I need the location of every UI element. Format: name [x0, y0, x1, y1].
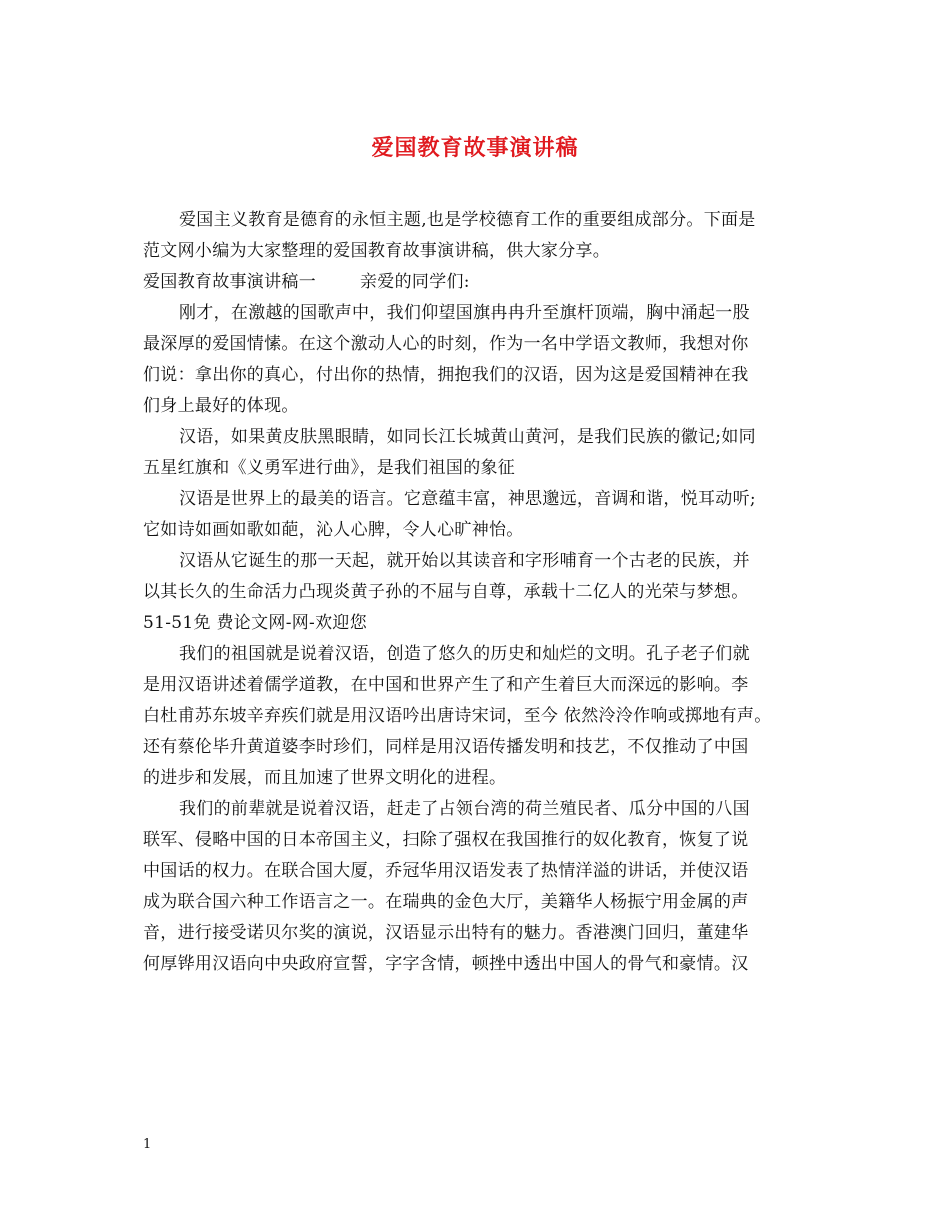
paragraph-line: 爱国主义教育是德育的永恒主题,也是学校德育工作的重要组成部分。下面是	[179, 210, 756, 230]
paragraph-line: 音，进行接受诺贝尔奖的演说，汉语显示出特有的魅力。香港澳门回归，董建华	[143, 923, 749, 943]
paragraph-line: 联军、侵略中国的日本帝国主义，扫除了强权在我国推行的奴化教育，恢复了说	[143, 830, 749, 850]
paragraph-line: 范文网小编为大家整理的爱国教育故事演讲稿，供大家分享。	[143, 241, 611, 261]
document-title: 爱国教育故事演讲稿	[371, 135, 579, 161]
paragraph-line: 最深厚的爱国情愫。在这个激动人心的时刻，作为一名中学语文教师，我想对你	[143, 334, 749, 354]
page-number: 1	[143, 1137, 152, 1152]
document-body	[143, 205, 823, 980]
paragraph-line: 以其长久的生命活力凸现炎黄子孙的不屈与自尊，承载十二亿人的光荣与梦想。	[143, 582, 749, 602]
paragraph-line: 是用汉语讲述着儒学道教，在中国和世界产生了和产生着巨大而深远的影响。李	[143, 675, 749, 695]
paragraph-line: 何厚铧用汉语向中央政府宣誓，字字含情，顿挫中透出中国人的骨气和豪情。汉	[143, 954, 749, 974]
salutation: 亲爱的同学们:	[360, 272, 470, 292]
paragraph-line: 们说：拿出你的真心，付出你的热情，拥抱我们的汉语，因为这是爱国精神在我	[143, 365, 749, 385]
speech-heading-line	[143, 267, 823, 298]
paragraph-line: 刚才，在激越的国歌声中，我们仰望国旗冉冉升至旗杆顶端，胸中涌起一股	[179, 303, 750, 323]
paragraph-line: 还有蔡伦毕升黄道婆李时珍们，同样是用汉语传播发明和技艺，不仅推动了中国	[143, 737, 749, 757]
paragraph-line: 五星红旗和《义勇军进行曲》，是我们祖国的象征	[143, 458, 516, 478]
paragraph-line: 汉语是世界上的最美的语言。它意蕴丰富，神思邈远，音调和谐，悦耳动听;	[179, 489, 756, 509]
paragraph-line: 它如诗如画如歌如葩，沁人心脾，令人心旷神怡。	[143, 520, 524, 540]
paragraph-line: 白杜甫苏东坡辛弃疾们就是用汉语吟出唐诗宋词，至今 依然泠泠作响或掷地有声。	[143, 706, 772, 726]
paragraph-line: 汉语，如果黄皮肤黑眼睛，如同长江长城黄山黄河，是我们民族的徽记;如同	[179, 427, 756, 447]
speech-heading: 爱国教育故事演讲稿一	[143, 272, 316, 292]
paragraph-line: 我们的祖国就是说着汉语，创造了悠久的历史和灿烂的文明。孔子老子们就	[179, 644, 750, 664]
site-watermark-line: 51-51免 费论文网-网-欢迎您	[143, 613, 367, 633]
paragraph-line: 中国话的权力。在联合国大厦，乔冠华用汉语发表了热情洋溢的讲话，并使汉语	[143, 861, 749, 881]
paragraph-line: 我们的前辈就是说着汉语，赶走了占领台湾的荷兰殖民者、瓜分中国的八国	[179, 799, 750, 819]
paragraph-line: 汉语从它诞生的那一天起，就开始以其读音和字形哺育一个古老的民族，并	[179, 551, 750, 571]
paragraph-line: 的进步和发展，而且加速了世界文明化的进程。	[143, 768, 507, 788]
paragraph-line: 成为联合国六种工作语言之一。在瑞典的金色大厅，美籍华人杨振宁用金属的声	[143, 892, 749, 912]
paragraph-line: 们身上最好的体现。	[143, 396, 299, 416]
